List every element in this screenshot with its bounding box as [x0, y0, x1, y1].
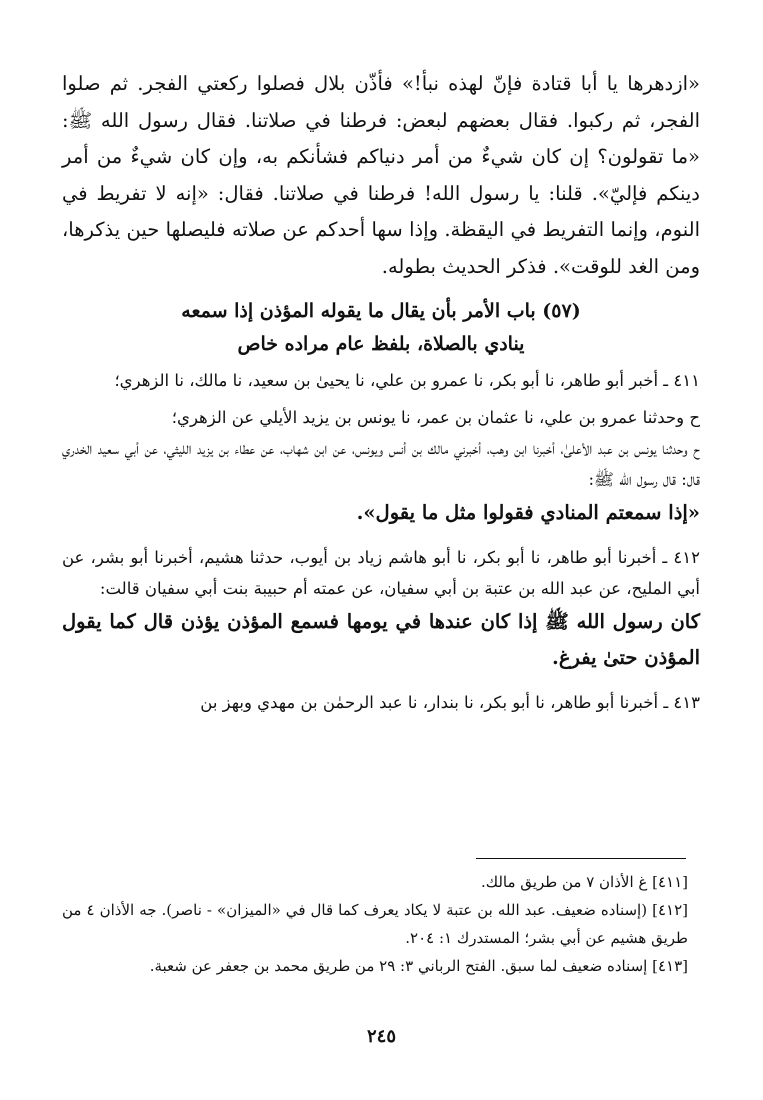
chapter-heading: [62, 295, 700, 361]
page-number: ٢٤٥: [366, 1026, 396, 1047]
hadith-411-isnad-2: ح وحدثنا عمرو بن علي، نا عثمان بن عمر، نا يونس بن يزيد الأيلي عن الزهري؛: [171, 408, 700, 427]
hadith-412-isnad: ٤١٢ ـ أخبرنا أبو طاهر، نا أبو بكر، نا أبو هاشم زياد بن أيوب، حدثنا هشيم، أخبرنا أبو بشر، عن أبي المليح، عن عبد الله بن عتبة بن أبي سفيان، عن عمته أم حبيبة بنت أبي سفيان قالت:: [62, 547, 700, 598]
footnote-413: [٤١٣] إسناده ضعيف لما سبق. الفتح الرباني ٣: ٢٩ من طريق محمد بن جعفر عن شعبة.: [149, 957, 688, 975]
hadith-411-isnad-1: ٤١١ ـ أخبر أبو طاهر، نا أبو بكر، نا عمرو بن علي، نا يحيىٰ بن سعيد، نا مالك، نا الزهري؛: [114, 371, 700, 390]
hadith-411-isnad-3: ح وحدثنا يونس بن عبد الأعلىٰ، أخبرنا ابن وهب، أخبرني مالك بن أنس ويونس، عن ابن شهاب، عن عطاء بن يزيد الليثي، عن أبي سعيد الخدري قال: قال رسول الله ﷺ:: [62, 439, 700, 489]
footnote-412: [٤١٢] (إسناده ضعيف. عبد الله بن عتبة لا يكاد يعرف كما قال في «الميزان» - ناصر). جه الأذان ٤ من طريق هشيم عن أبي بشر؛ المستدرك ١: ٢٠٤.: [62, 901, 688, 947]
hadith-411-matn: «إذا سمعتم المنادي فقولوا مثل ما يقول».: [356, 501, 700, 524]
hadith-413-isnad: ٤١٣ ـ أخبرنا أبو طاهر، نا أبو بكر، نا بندار، نا عبد الرحمٰن بن مهدي وبهز بن: [200, 692, 700, 712]
hadith-412-matn: كان رسول الله ﷺ إذا كان عندها في يومها فسمع المؤذن يؤذن قال كما يقول المؤذن حتىٰ يفرغ.: [62, 609, 700, 669]
chapter-title-line-2: ينادي بالصلاة، بلفظ عام مراده خاص: [237, 333, 525, 355]
intro-paragraph: «ازدهرها يا أبا قتادة فإنّ لهذه نبأ!» فأذّن بلال فصلوا ركعتي الفجر. ثم صلوا الفجر، ثم ركبوا. فقال بعضهم لبعض: فرطنا في صلاتنا. فقال رسول الله ﷺ: «ما تقولون؟ إن كان شيءٌ من أمر دنياكم فشأنكم به، وإن كان شيءٌ من أمر دينكم فإليّ». قلنا: يا رسول الله! فرطنا في صلاتنا. فقال: «إنه لا تفريط في النوم، وإنما التفريط في اليقظة. وإذا سها أحدكم عن صلاته فليصلها حين يذكرها، ومن الغد للوقت». فذكر الحديث بطوله.: [62, 72, 700, 278]
chapter-title-line-1: (٥٧) باب الأمر بأن يقال ما يقوله المؤذن إذا سمعه: [181, 300, 581, 322]
footnotes: [62, 868, 688, 980]
main-text: [62, 66, 700, 718]
footnote-separator: [476, 858, 686, 859]
footnote-411: [٤١١] غ الأذان ٧ من طريق مالك.: [480, 873, 688, 891]
